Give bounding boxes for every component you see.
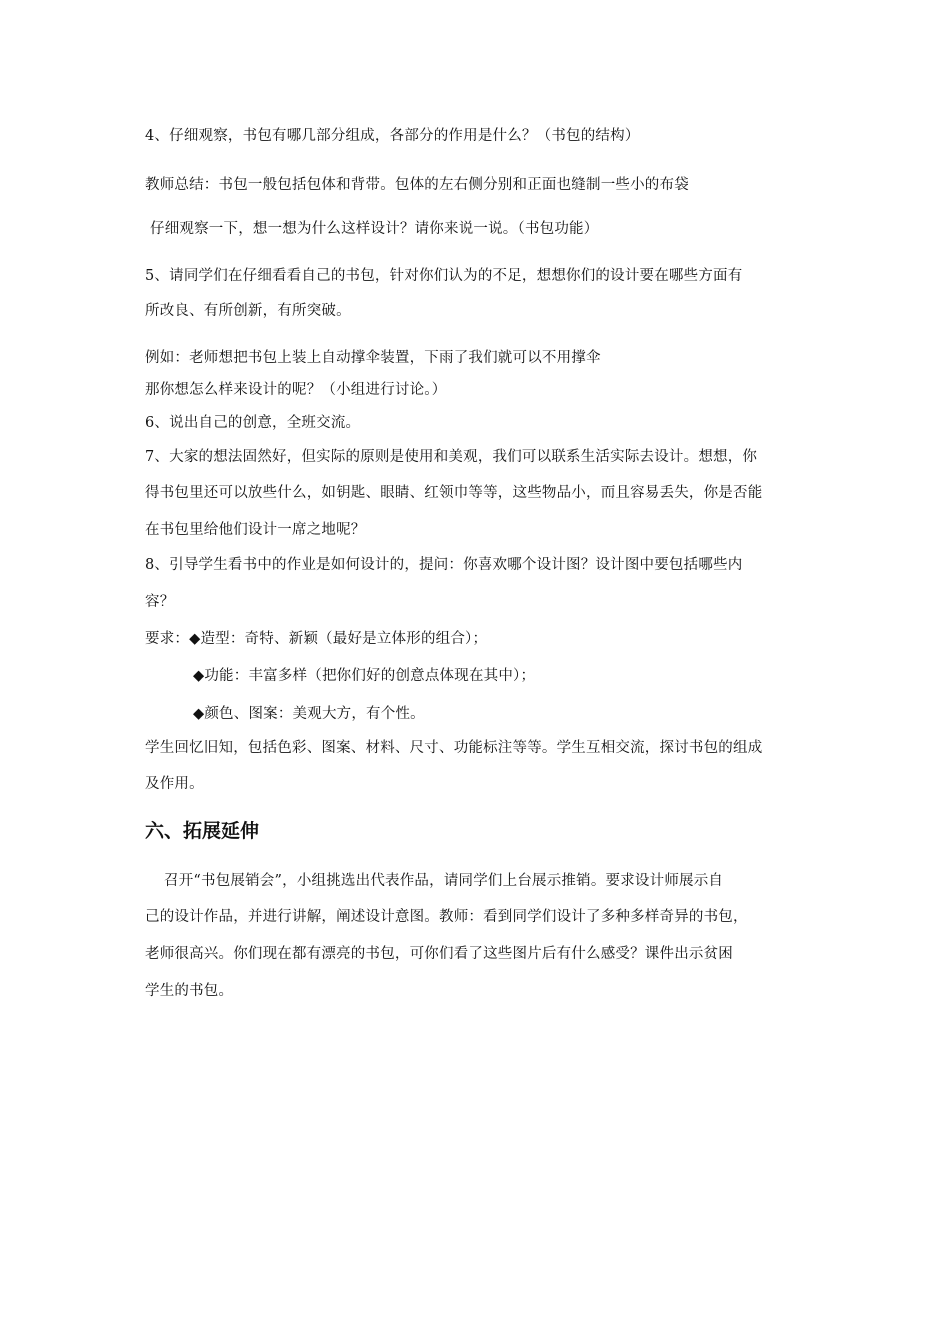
text-line: 容？ [145, 594, 175, 610]
paragraph-line: 老师很高兴。你们现在都有漂亮的书包，可你们看了这些图片后有什么感受？课件出示贫困 [145, 946, 733, 962]
text-line: 仔细观察一下，想一想为什么这样设计？请你来说一说。（书包功能） [150, 221, 599, 237]
text-line: 例如：老师想把书包上装上自动撑伞装置，下雨了我们就可以不用撑伞 [145, 350, 601, 366]
text-line: 那你想怎么样来设计的呢？（小组进行讨论。） [145, 382, 447, 398]
paragraph-line: 学生的书包。 [145, 983, 234, 999]
text-line: 教师总结：书包一般包括包体和背带。包体的左右侧分别和正面也缝制一些小的布袋 [145, 177, 689, 193]
paragraph-line: 召开“书包展销会”，小组挑选出代表作品，请同学们上台展示推销。要求设计师展示自 [164, 873, 724, 889]
requirements-line: 要求：◆造型：奇特、新颖（最好是立体形的组合）； [145, 631, 488, 647]
paragraph-line: 己的设计作品，并进行讲解，阐述设计意图。教师：看到同学们设计了多种多样奇异的书包， [145, 909, 748, 925]
text-line: 8、引导学生看书中的作业是如何设计的，提问：你喜欢哪个设计图？设计图中要包括哪些内 [145, 557, 743, 573]
section-heading: 六、拓展延伸 [145, 820, 260, 842]
text-line: 得书包里还可以放些什么，如钥匙、眼睛、红领巾等等，这些物品小，而且容易丢失，你是否能 [145, 485, 763, 501]
text-line: 及作用。 [145, 776, 204, 792]
requirements-line: ◆功能：丰富多样（把你们好的创意点体现在其中）； [193, 668, 536, 684]
text-line: 5、请同学们在仔细看看自己的书包，针对你们认为的不足，想想你们的设计要在哪些方面有 [145, 268, 743, 284]
text-line: 所改良、有所创新，有所突破。 [145, 303, 351, 319]
text-line: 4、仔细观察，书包有哪几部分组成，各部分的作用是什么？（书包的结构） [145, 128, 640, 144]
text-line: 在书包里给他们设计一席之地呢？ [145, 522, 366, 538]
text-line: 6、说出自己的创意，全班交流。 [145, 415, 361, 431]
text-line: 学生回忆旧知，包括色彩、图案、材料、尺寸、功能标注等等。学生互相交流，探讨书包的组成 [145, 740, 763, 756]
requirements-line: ◆颜色、图案：美观大方，有个性。 [193, 706, 425, 722]
text-line: 7、大家的想法固然好，但实际的原则是使用和美观，我们可以联系生活实际去设计。想想，你 [145, 449, 758, 465]
